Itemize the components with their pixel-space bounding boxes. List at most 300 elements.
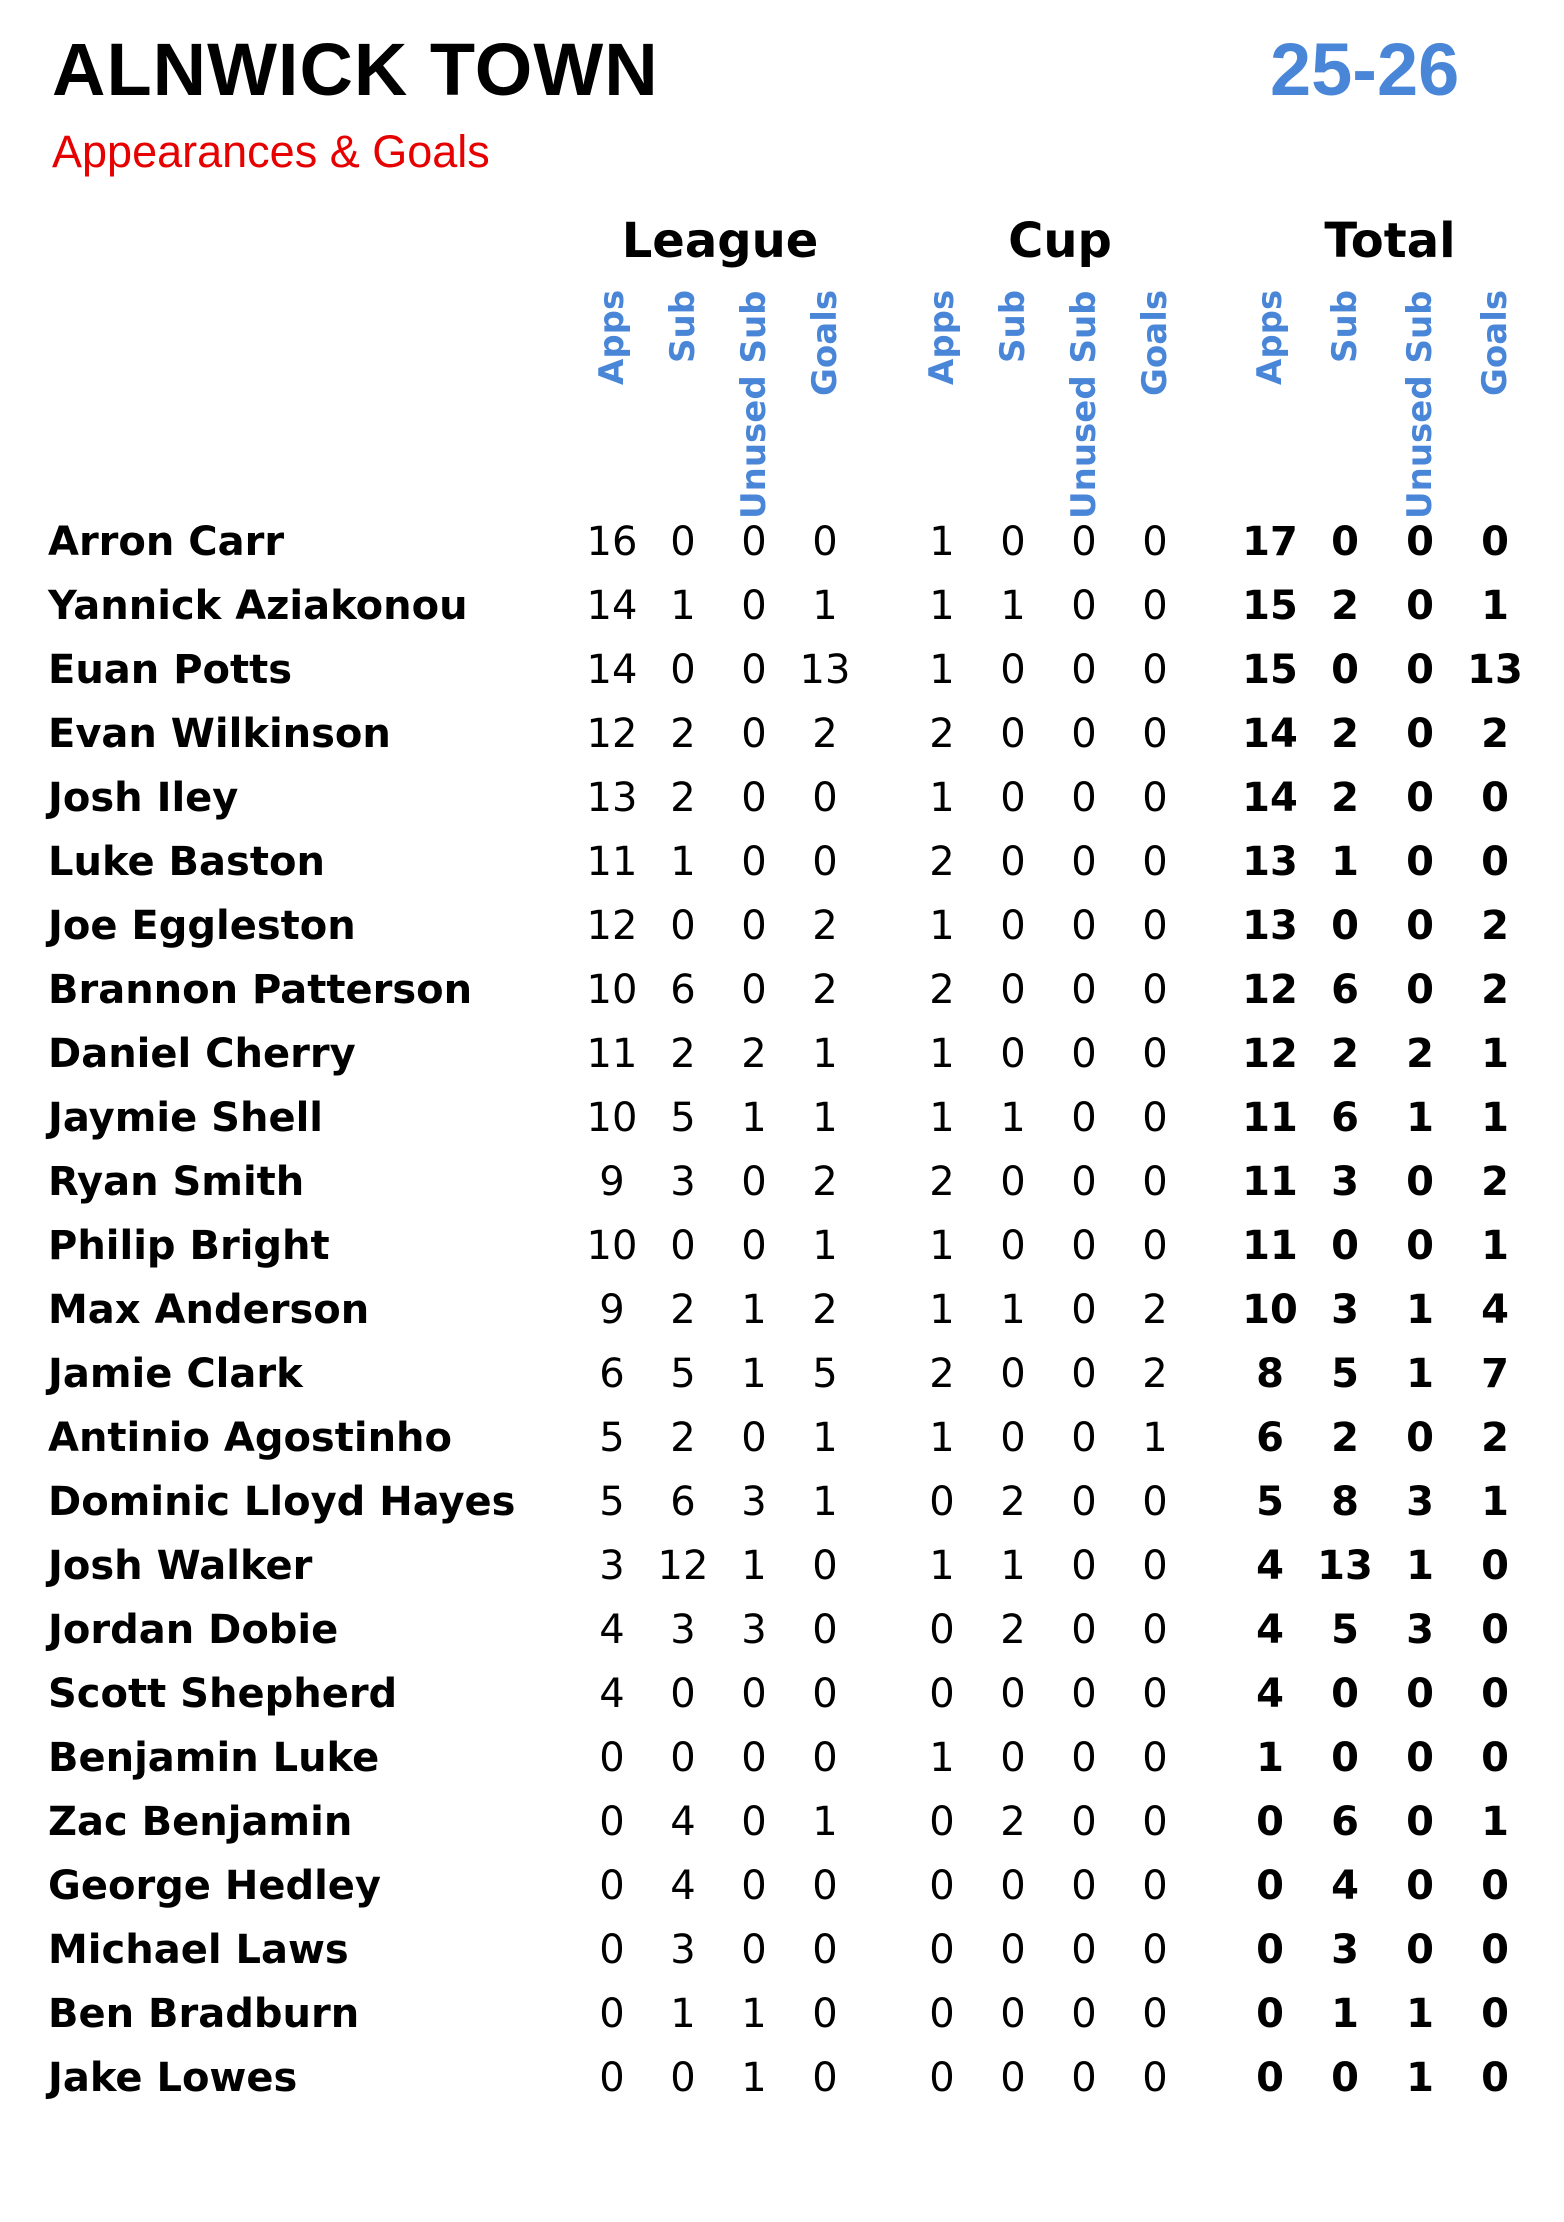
player-name: Jaymie Shell bbox=[48, 1095, 323, 1141]
stat-cell: 0 bbox=[670, 1223, 696, 1269]
stat-cell: 5 bbox=[670, 1351, 696, 1397]
stat-cell: 2 bbox=[812, 1287, 838, 1333]
table-row bbox=[0, 1982, 1564, 2046]
stat-cell: 0 bbox=[741, 1223, 767, 1269]
stat-cell: 0 bbox=[670, 519, 696, 565]
stat-cell: 0 bbox=[1071, 1031, 1097, 1077]
stat-cell: 5 bbox=[812, 1351, 838, 1397]
player-name: Jake Lowes bbox=[48, 2055, 298, 2101]
stat-cell: 2 bbox=[1331, 583, 1359, 629]
stat-cell: 10 bbox=[586, 1095, 638, 1141]
stat-cell: 0 bbox=[1142, 967, 1168, 1013]
stat-cell: 13 bbox=[799, 647, 851, 693]
table-row bbox=[0, 2046, 1564, 2110]
stat-cell: 0 bbox=[1142, 839, 1168, 885]
stat-cell: 0 bbox=[929, 1863, 955, 1909]
col-header-cup-apps: Apps bbox=[922, 290, 962, 386]
stat-cell: 0 bbox=[929, 1799, 955, 1845]
stat-cell: 0 bbox=[1071, 967, 1097, 1013]
stat-cell: 14 bbox=[586, 647, 638, 693]
stat-cell: 0 bbox=[812, 519, 838, 565]
table-row bbox=[0, 894, 1564, 958]
col-header-league-unused-sub: Unused Sub bbox=[734, 290, 774, 519]
player-name: Dominic Lloyd Hayes bbox=[48, 1479, 516, 1525]
table-row bbox=[0, 1790, 1564, 1854]
stat-cell: 2 bbox=[1142, 1287, 1168, 1333]
stat-cell: 0 bbox=[741, 839, 767, 885]
stat-cell: 17 bbox=[1242, 519, 1298, 565]
stat-cell: 0 bbox=[1000, 1031, 1026, 1077]
stat-cell: 0 bbox=[812, 1735, 838, 1781]
stat-cell: 5 bbox=[599, 1479, 625, 1525]
stat-cell: 13 bbox=[1242, 903, 1298, 949]
stat-cell: 2 bbox=[1481, 967, 1509, 1013]
stat-cell: 4 bbox=[1331, 1863, 1359, 1909]
stat-cell: 2 bbox=[1481, 711, 1509, 757]
stat-cell: 4 bbox=[599, 1671, 625, 1717]
stat-cell: 0 bbox=[670, 1735, 696, 1781]
stat-cell: 16 bbox=[586, 519, 638, 565]
stat-cell: 0 bbox=[1000, 839, 1026, 885]
stat-cell: 0 bbox=[1071, 775, 1097, 821]
stat-cell: 0 bbox=[1071, 647, 1097, 693]
stat-cell: 0 bbox=[1000, 2055, 1026, 2101]
stat-cell: 1 bbox=[670, 839, 696, 885]
stat-cell: 0 bbox=[1481, 1543, 1509, 1589]
player-name: Max Anderson bbox=[48, 1287, 370, 1333]
stat-cell: 1 bbox=[1000, 1543, 1026, 1589]
table-row bbox=[0, 1022, 1564, 1086]
stat-cell: 4 bbox=[1256, 1607, 1284, 1653]
stat-cell: 1 bbox=[670, 1991, 696, 2037]
player-name: Evan Wilkinson bbox=[48, 711, 391, 757]
stat-cell: 0 bbox=[1406, 647, 1434, 693]
stat-cell: 0 bbox=[741, 1863, 767, 1909]
table-row bbox=[0, 1598, 1564, 1662]
stat-cell: 0 bbox=[1000, 1735, 1026, 1781]
stat-cell: 2 bbox=[929, 839, 955, 885]
stat-cell: 0 bbox=[1071, 2055, 1097, 2101]
stat-cell: 0 bbox=[1000, 1159, 1026, 1205]
stat-cell: 1 bbox=[929, 1735, 955, 1781]
stat-cell: 2 bbox=[1000, 1479, 1026, 1525]
stat-cell: 0 bbox=[741, 1735, 767, 1781]
stat-cell: 1 bbox=[929, 1095, 955, 1141]
stat-cell: 0 bbox=[1406, 1735, 1434, 1781]
stat-cell: 8 bbox=[1331, 1479, 1359, 1525]
season-label: 25-26 bbox=[1270, 28, 1460, 111]
stat-cell: 0 bbox=[670, 647, 696, 693]
table-row bbox=[0, 1214, 1564, 1278]
stat-cell: 0 bbox=[1406, 711, 1434, 757]
stat-cell: 0 bbox=[1000, 1671, 1026, 1717]
stat-cell: 0 bbox=[1071, 1863, 1097, 1909]
stat-cell: 0 bbox=[1071, 1415, 1097, 1461]
stat-cell: 0 bbox=[1000, 1415, 1026, 1461]
stat-cell: 2 bbox=[1000, 1607, 1026, 1653]
player-name: Scott Shepherd bbox=[48, 1671, 398, 1717]
stat-cell: 1 bbox=[1481, 1223, 1509, 1269]
stat-cell: 11 bbox=[1242, 1223, 1298, 1269]
stat-cell: 10 bbox=[586, 967, 638, 1013]
stat-cell: 15 bbox=[1242, 647, 1298, 693]
stat-cell: 0 bbox=[1142, 1223, 1168, 1269]
stat-cell: 2 bbox=[670, 711, 696, 757]
stat-cell: 0 bbox=[1000, 775, 1026, 821]
stat-cell: 1 bbox=[1481, 583, 1509, 629]
stat-cell: 1 bbox=[741, 1287, 767, 1333]
table-row bbox=[0, 830, 1564, 894]
stat-cell: 0 bbox=[1071, 1479, 1097, 1525]
stat-cell: 2 bbox=[929, 1159, 955, 1205]
player-name: Joe Eggleston bbox=[48, 903, 356, 949]
stat-cell: 0 bbox=[1331, 2055, 1359, 2101]
stat-cell: 1 bbox=[812, 1095, 838, 1141]
stat-cell: 1 bbox=[1406, 1991, 1434, 2037]
stat-cell: 0 bbox=[599, 1991, 625, 2037]
stat-cell: 0 bbox=[599, 1735, 625, 1781]
stat-cell: 1 bbox=[812, 1223, 838, 1269]
stat-cell: 0 bbox=[1406, 1863, 1434, 1909]
stat-cell: 0 bbox=[1406, 1415, 1434, 1461]
stat-cell: 0 bbox=[1071, 583, 1097, 629]
stat-cell: 2 bbox=[812, 903, 838, 949]
stat-cell: 13 bbox=[1317, 1543, 1373, 1589]
stat-cell: 2 bbox=[670, 1287, 696, 1333]
stat-cell: 2 bbox=[812, 711, 838, 757]
stat-cell: 0 bbox=[1071, 1607, 1097, 1653]
table-row bbox=[0, 1854, 1564, 1918]
stat-cell: 0 bbox=[1406, 967, 1434, 1013]
stat-cell: 3 bbox=[1331, 1287, 1359, 1333]
stat-cell: 0 bbox=[1071, 1223, 1097, 1269]
stat-cell: 4 bbox=[1481, 1287, 1509, 1333]
club-title: ALNWICK TOWN bbox=[52, 28, 659, 111]
stat-cell: 0 bbox=[929, 1991, 955, 2037]
stat-cell: 0 bbox=[741, 1671, 767, 1717]
stat-cell: 0 bbox=[1071, 1991, 1097, 2037]
stat-cell: 0 bbox=[929, 1479, 955, 1525]
stat-cell: 0 bbox=[1071, 1287, 1097, 1333]
stat-cell: 0 bbox=[741, 1927, 767, 1973]
stat-cell: 1 bbox=[1406, 2055, 1434, 2101]
stat-cell: 0 bbox=[1331, 1223, 1359, 1269]
stat-cell: 0 bbox=[1406, 1159, 1434, 1205]
stat-cell: 2 bbox=[812, 1159, 838, 1205]
stat-cell: 0 bbox=[1481, 519, 1509, 565]
stat-cell: 1 bbox=[741, 1351, 767, 1397]
stat-cell: 13 bbox=[1242, 839, 1298, 885]
stat-cell: 0 bbox=[1481, 2055, 1509, 2101]
stat-cell: 13 bbox=[586, 775, 638, 821]
stat-cell: 0 bbox=[812, 1671, 838, 1717]
stat-cell: 0 bbox=[1406, 1223, 1434, 1269]
stat-cell: 0 bbox=[929, 1927, 955, 1973]
stat-cell: 0 bbox=[1481, 1607, 1509, 1653]
stat-cell: 12 bbox=[1242, 1031, 1298, 1077]
stat-cell: 0 bbox=[1142, 775, 1168, 821]
stat-cell: 1 bbox=[1406, 1351, 1434, 1397]
table-row bbox=[0, 1470, 1564, 1534]
stat-cell: 0 bbox=[1142, 647, 1168, 693]
stat-cell: 2 bbox=[1331, 1031, 1359, 1077]
stat-cell: 0 bbox=[1142, 1479, 1168, 1525]
stat-cell: 0 bbox=[1000, 967, 1026, 1013]
stat-cell: 0 bbox=[1331, 1735, 1359, 1781]
stat-cell: 1 bbox=[1000, 583, 1026, 629]
stat-cell: 3 bbox=[670, 1159, 696, 1205]
stat-cell: 1 bbox=[1256, 1735, 1284, 1781]
player-name: Philip Bright bbox=[48, 1223, 330, 1269]
stat-cell: 0 bbox=[599, 1799, 625, 1845]
stat-cell: 2 bbox=[1331, 775, 1359, 821]
stat-cell: 2 bbox=[929, 1351, 955, 1397]
player-name: Ben Bradburn bbox=[48, 1991, 360, 2037]
stat-cell: 1 bbox=[1331, 1991, 1359, 2037]
stat-cell: 0 bbox=[741, 967, 767, 1013]
stat-cell: 0 bbox=[929, 2055, 955, 2101]
stat-cell: 1 bbox=[929, 647, 955, 693]
stat-cell: 10 bbox=[1242, 1287, 1298, 1333]
stat-cell: 4 bbox=[599, 1607, 625, 1653]
stat-cell: 12 bbox=[586, 903, 638, 949]
stat-cell: 0 bbox=[812, 775, 838, 821]
stat-cell: 0 bbox=[1142, 1607, 1168, 1653]
stat-cell: 0 bbox=[1071, 1159, 1097, 1205]
stat-cell: 0 bbox=[1331, 519, 1359, 565]
player-name: Zac Benjamin bbox=[48, 1799, 353, 1845]
stat-cell: 1 bbox=[812, 1415, 838, 1461]
stat-cell: 0 bbox=[1071, 1351, 1097, 1397]
stat-cell: 2 bbox=[1481, 1415, 1509, 1461]
stat-cell: 14 bbox=[586, 583, 638, 629]
stat-cell: 4 bbox=[1256, 1671, 1284, 1717]
player-name: Josh Walker bbox=[48, 1543, 313, 1589]
stat-cell: 9 bbox=[599, 1159, 625, 1205]
stat-cell: 0 bbox=[1071, 519, 1097, 565]
stat-cell: 11 bbox=[1242, 1159, 1298, 1205]
stat-cell: 2 bbox=[929, 711, 955, 757]
stat-cell: 8 bbox=[1256, 1351, 1284, 1397]
stat-cell: 1 bbox=[1000, 1095, 1026, 1141]
stat-cell: 13 bbox=[1467, 647, 1523, 693]
stat-cell: 0 bbox=[1142, 711, 1168, 757]
player-name: Jamie Clark bbox=[48, 1351, 303, 1397]
stat-cell: 0 bbox=[1000, 1351, 1026, 1397]
stat-cell: 1 bbox=[670, 583, 696, 629]
stat-cell: 1 bbox=[741, 1095, 767, 1141]
stat-cell: 0 bbox=[741, 711, 767, 757]
stat-cell: 1 bbox=[929, 1287, 955, 1333]
col-header-cup-unused-sub: Unused Sub bbox=[1064, 290, 1104, 519]
stat-cell: 5 bbox=[1331, 1351, 1359, 1397]
stat-cell: 3 bbox=[670, 1927, 696, 1973]
stat-cell: 15 bbox=[1242, 583, 1298, 629]
col-header-cup-goals: Goals bbox=[1135, 290, 1175, 397]
stat-cell: 2 bbox=[741, 1031, 767, 1077]
player-name: Daniel Cherry bbox=[48, 1031, 356, 1077]
stat-cell: 2 bbox=[1481, 1159, 1509, 1205]
table-row bbox=[0, 638, 1564, 702]
col-header-total-goals: Goals bbox=[1475, 290, 1515, 397]
stat-cell: 6 bbox=[670, 1479, 696, 1525]
player-name: Josh Iley bbox=[48, 775, 239, 821]
stat-cell: 3 bbox=[670, 1607, 696, 1653]
stat-cell: 0 bbox=[1000, 519, 1026, 565]
stat-cell: 0 bbox=[1481, 1991, 1509, 2037]
stat-cell: 1 bbox=[812, 1479, 838, 1525]
table-row bbox=[0, 1086, 1564, 1150]
stat-cell: 1 bbox=[812, 1799, 838, 1845]
stat-cell: 0 bbox=[812, 1543, 838, 1589]
stat-cell: 0 bbox=[1071, 839, 1097, 885]
col-header-league-sub: Sub bbox=[663, 290, 703, 364]
stat-cell: 1 bbox=[929, 1415, 955, 1461]
stat-cell: 0 bbox=[1000, 1223, 1026, 1269]
stat-cell: 0 bbox=[1481, 1927, 1509, 1973]
stat-cell: 2 bbox=[670, 775, 696, 821]
stat-cell: 0 bbox=[741, 775, 767, 821]
col-header-total-unused-sub: Unused Sub bbox=[1400, 290, 1440, 519]
stat-cell: 0 bbox=[1481, 775, 1509, 821]
stat-cell: 0 bbox=[812, 1927, 838, 1973]
stat-cell: 7 bbox=[1481, 1351, 1509, 1397]
player-name: Ryan Smith bbox=[48, 1159, 305, 1205]
stat-cell: 0 bbox=[1142, 1991, 1168, 2037]
stat-cell: 0 bbox=[1481, 1735, 1509, 1781]
stat-cell: 2 bbox=[812, 967, 838, 1013]
stat-cell: 0 bbox=[741, 519, 767, 565]
stat-cell: 0 bbox=[1071, 1671, 1097, 1717]
stat-cell: 5 bbox=[1256, 1479, 1284, 1525]
stat-cell: 0 bbox=[929, 1607, 955, 1653]
stat-cell: 4 bbox=[670, 1863, 696, 1909]
stat-cell: 1 bbox=[929, 903, 955, 949]
stat-cell: 0 bbox=[1142, 1671, 1168, 1717]
stat-cell: 12 bbox=[657, 1543, 709, 1589]
table-row bbox=[0, 1534, 1564, 1598]
stat-cell: 0 bbox=[1406, 1671, 1434, 1717]
stat-cell: 6 bbox=[1331, 1095, 1359, 1141]
stat-cell: 0 bbox=[1071, 711, 1097, 757]
stat-cell: 0 bbox=[1000, 1863, 1026, 1909]
stat-cell: 3 bbox=[1331, 1927, 1359, 1973]
stat-cell: 0 bbox=[1406, 1799, 1434, 1845]
stat-cell: 0 bbox=[670, 903, 696, 949]
stat-cell: 14 bbox=[1242, 711, 1298, 757]
stat-cell: 0 bbox=[1000, 711, 1026, 757]
stat-cell: 1 bbox=[1481, 1479, 1509, 1525]
stat-cell: 0 bbox=[599, 1863, 625, 1909]
stat-cell: 0 bbox=[1406, 775, 1434, 821]
table-row bbox=[0, 702, 1564, 766]
table-row bbox=[0, 1406, 1564, 1470]
stat-cell: 1 bbox=[929, 1223, 955, 1269]
table-row bbox=[0, 1726, 1564, 1790]
stat-cell: 2 bbox=[1481, 903, 1509, 949]
stat-cell: 1 bbox=[929, 1543, 955, 1589]
stat-cell: 6 bbox=[599, 1351, 625, 1397]
stat-cell: 0 bbox=[1331, 647, 1359, 693]
col-header-league-goals: Goals bbox=[805, 290, 845, 397]
player-stats-table bbox=[0, 510, 1564, 2110]
stat-cell: 2 bbox=[670, 1415, 696, 1461]
stat-cell: 2 bbox=[1406, 1031, 1434, 1077]
stat-cell: 0 bbox=[599, 2055, 625, 2101]
player-name: Jordan Dobie bbox=[48, 1607, 339, 1653]
stat-cell: 0 bbox=[1256, 2055, 1284, 2101]
stat-cell: 0 bbox=[1071, 1735, 1097, 1781]
stat-cell: 0 bbox=[1142, 519, 1168, 565]
stat-cell: 2 bbox=[1000, 1799, 1026, 1845]
player-name: Euan Potts bbox=[48, 647, 293, 693]
col-header-total-sub: Sub bbox=[1325, 290, 1365, 364]
stat-cell: 0 bbox=[1142, 1799, 1168, 1845]
stat-cell: 0 bbox=[1481, 1863, 1509, 1909]
stat-cell: 0 bbox=[599, 1927, 625, 1973]
stat-cell: 4 bbox=[1256, 1543, 1284, 1589]
stat-cell: 0 bbox=[1331, 903, 1359, 949]
table-row bbox=[0, 1662, 1564, 1726]
player-name: Benjamin Luke bbox=[48, 1735, 380, 1781]
stat-cell: 0 bbox=[1406, 903, 1434, 949]
stat-cell: 2 bbox=[1331, 1415, 1359, 1461]
stat-cell: 0 bbox=[1071, 903, 1097, 949]
stat-cell: 0 bbox=[670, 2055, 696, 2101]
stat-cell: 1 bbox=[929, 775, 955, 821]
stat-cell: 0 bbox=[1256, 1991, 1284, 2037]
stat-cell: 1 bbox=[1406, 1287, 1434, 1333]
table-row bbox=[0, 1150, 1564, 1214]
stat-cell: 1 bbox=[929, 1031, 955, 1077]
stat-cell: 0 bbox=[1142, 1863, 1168, 1909]
stat-cell: 1 bbox=[741, 1543, 767, 1589]
stat-cell: 1 bbox=[1000, 1287, 1026, 1333]
stat-cell: 9 bbox=[599, 1287, 625, 1333]
stat-cell: 11 bbox=[586, 839, 638, 885]
stat-cell: 0 bbox=[1406, 1927, 1434, 1973]
stat-cell: 6 bbox=[1331, 967, 1359, 1013]
stat-cell: 0 bbox=[1142, 2055, 1168, 2101]
stat-cell: 11 bbox=[1242, 1095, 1298, 1141]
table-row bbox=[0, 1278, 1564, 1342]
player-name: Michael Laws bbox=[48, 1927, 349, 1973]
stat-cell: 0 bbox=[1000, 1991, 1026, 2037]
stat-cell: 0 bbox=[812, 2055, 838, 2101]
stat-cell: 0 bbox=[741, 903, 767, 949]
stat-cell: 0 bbox=[1142, 1095, 1168, 1141]
player-name: Brannon Patterson bbox=[48, 967, 473, 1013]
stat-cell: 0 bbox=[1256, 1927, 1284, 1973]
stat-cell: 0 bbox=[1142, 1927, 1168, 1973]
col-header-cup-sub: Sub bbox=[993, 290, 1033, 364]
stat-cell: 0 bbox=[741, 583, 767, 629]
stat-cell: 0 bbox=[1256, 1799, 1284, 1845]
group-header-total: Total bbox=[1324, 213, 1456, 269]
stat-cell: 1 bbox=[812, 583, 838, 629]
stat-cell: 2 bbox=[670, 1031, 696, 1077]
stat-cell: 1 bbox=[1331, 839, 1359, 885]
stat-cell: 0 bbox=[812, 1991, 838, 2037]
col-header-league-apps: Apps bbox=[592, 290, 632, 386]
stat-cell: 0 bbox=[1071, 1799, 1097, 1845]
stat-cell: 1 bbox=[741, 1991, 767, 2037]
stat-cell: 1 bbox=[812, 1031, 838, 1077]
table-row bbox=[0, 766, 1564, 830]
stat-cell: 10 bbox=[586, 1223, 638, 1269]
stat-cell: 3 bbox=[741, 1479, 767, 1525]
stat-cell: 0 bbox=[741, 1799, 767, 1845]
